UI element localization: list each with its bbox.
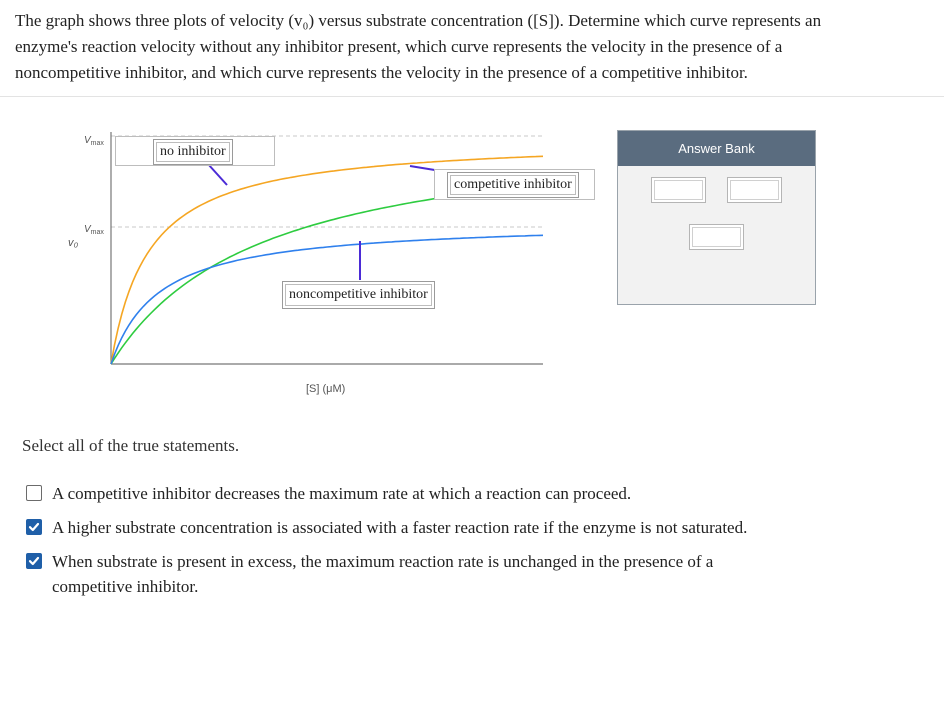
pointer-line-no-inhibitor [208,164,227,185]
checkbox-icon[interactable] [26,519,42,535]
checkbox-icon[interactable] [26,553,42,569]
answer-bank [617,130,816,305]
velocity-graph [0,110,600,410]
statement-text-3b: competitive inhibitor. [52,577,199,596]
label-noncompetitive-inhibitor[interactable]: noncompetitive inhibitor [282,281,435,309]
select-all-prompt: Select all of the true statements. [22,436,240,455]
checkmark-icon [28,521,40,533]
statement-option-2[interactable] [26,515,747,540]
statement-text-2: A higher substrate concentration is associated with a faster reaction rate if the enzyme is not saturated. [52,518,748,537]
statement-text-1: A competitive inhibitor decreases the maximum rate at which a reaction can proceed. [52,484,632,503]
checkbox-icon[interactable] [26,485,42,501]
vmax-half-label: $V_{max}$ [84,224,104,236]
question-line-2: enzyme's reaction velocity without any inhibitor present, which curve represents the velocity in the presence of a [15,37,783,56]
y-axis-label: v₀ [68,237,79,249]
statement-text-3: When substrate is present in excess, the maximum reaction rate is unchanged in the presence of a [52,552,714,571]
answer-bank-slot-3[interactable] [689,224,744,250]
label-competitive-inhibitor[interactable]: competitive inhibitor [447,172,579,198]
question-line-1: The graph shows three plots of velocity (v₀) versus substrate concentration ([S]). Determine which curve represents an [15,11,822,30]
curve-competitive-inhibitor [111,184,543,364]
answer-bank-title: Answer Bank [618,131,815,166]
question-text [15,8,915,86]
vmax-label: $V_{max}$ [84,135,104,147]
answer-bank-slot-1[interactable] [651,177,706,203]
checkmark-icon [28,555,40,567]
statement-option-1[interactable] [26,481,631,506]
answer-bank-slot-2[interactable] [727,177,782,203]
divider [0,96,944,97]
statement-option-3[interactable] [26,549,713,599]
x-axis-label: [S] (μM) [306,383,346,395]
label-no-inhibitor[interactable]: no inhibitor [153,139,233,165]
question-line-3: noncompetitive inhibitor, and which curve represents the velocity in the presence of a competitive inhibitor. [15,63,748,82]
